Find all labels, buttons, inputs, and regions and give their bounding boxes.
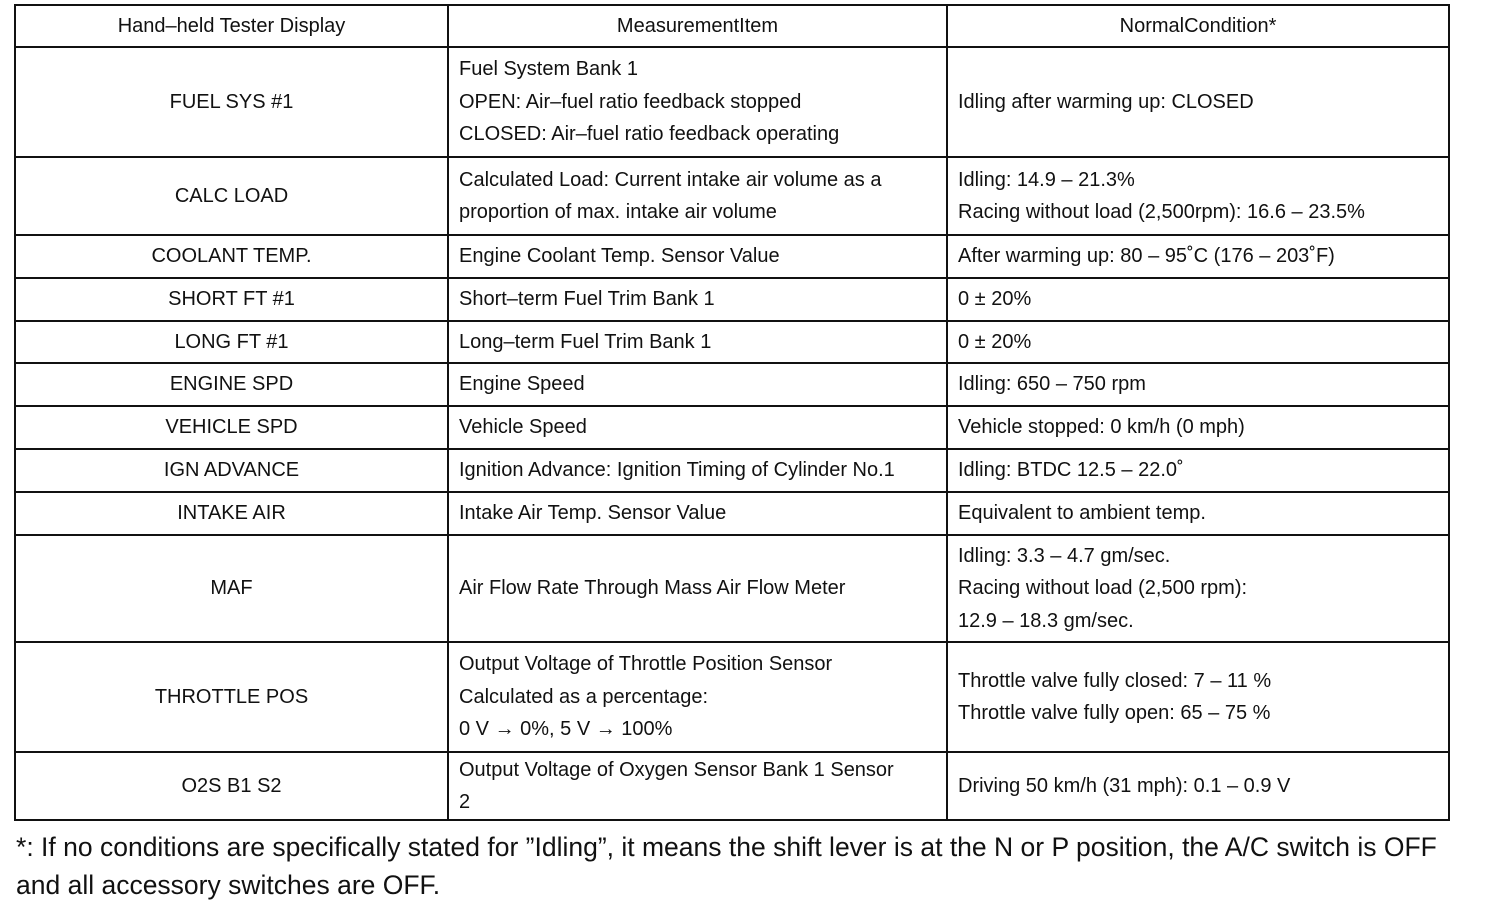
normal-condition-line: 12.9 – 18.3 gm/sec.: [958, 609, 1134, 632]
table-header-row: [15, 5, 1449, 47]
table-row: [15, 535, 1449, 642]
tester-display-cell: FUEL SYS #1: [15, 47, 448, 157]
table-body: [15, 47, 1449, 820]
normal-condition-cell: [947, 535, 1449, 642]
normal-condition-line: Idling: 650 – 750 rpm: [958, 373, 1146, 396]
measurement-item-cell: [448, 535, 947, 642]
normal-condition-cell: [947, 752, 1449, 820]
normal-condition-cell: [947, 157, 1449, 235]
footnote: *: If no conditions are specifically stated for ”Idling”, it means the shift lever is at the N or P position, the A/C switch is OFF and all accessory switches are OFF.: [16, 832, 1437, 900]
table-row: [15, 47, 1449, 157]
normal-condition-line: Racing without load (2,500rpm): 16.6 – 23.5%: [958, 201, 1365, 223]
table-row: [15, 363, 1449, 406]
tester-display-cell: THROTTLE POS: [15, 642, 448, 752]
header-measurement-item: MeasurementItem: [448, 5, 947, 47]
header-normal-condition: NormalCondition*: [947, 5, 1449, 47]
table-row: [15, 235, 1449, 278]
measurement-item-line: 2: [459, 791, 471, 813]
measurement-item-line: Long–term Fuel Trim Bank 1: [459, 330, 712, 353]
tester-display-cell: VEHICLE SPD: [15, 406, 448, 449]
measurement-item-line: Engine Coolant Temp. Sensor Value: [459, 245, 780, 268]
normal-condition-line: Idling: BTDC 12.5 – 22.0˚: [958, 459, 1184, 482]
normal-condition-cell: [947, 47, 1449, 157]
measurement-item-line: Output Voltage of Oxygen Sensor Bank 1 Sensor: [459, 758, 894, 781]
data-list-table: [14, 4, 1450, 821]
measurement-item-line: CLOSED: Air–fuel ratio feedback operating: [459, 123, 840, 146]
measurement-item-line: 0 V → 0%, 5 V → 100%: [459, 718, 673, 741]
table-row: [15, 321, 1449, 363]
normal-condition-cell: [947, 449, 1449, 492]
measurement-item-cell: [448, 752, 947, 820]
measurement-item-line: Calculated as a percentage:: [459, 685, 709, 708]
measurement-item-line: Vehicle Speed: [459, 416, 587, 439]
table-row: [15, 278, 1449, 321]
normal-condition-cell: [947, 235, 1449, 278]
normal-condition-cell: [947, 492, 1449, 535]
tester-display-cell: CALC LOAD: [15, 157, 448, 235]
header-tester-display: Hand–held Tester Display: [15, 5, 448, 47]
measurement-item-cell: [448, 47, 947, 157]
tester-display-cell: COOLANT TEMP.: [15, 235, 448, 278]
normal-condition-line: Idling: 14.9 – 21.3%: [958, 168, 1135, 191]
measurement-item-line: Output Voltage of Throttle Position Sensor: [459, 653, 833, 676]
measurement-item-cell: [448, 492, 947, 535]
measurement-item-cell: [448, 406, 947, 449]
tester-display-cell: SHORT FT #1: [15, 278, 448, 321]
normal-condition-line: 0 ± 20%: [958, 288, 1032, 311]
normal-condition-cell: [947, 363, 1449, 406]
measurement-item-cell: [448, 235, 947, 278]
normal-condition-line: Throttle valve fully open: 65 – 75 %: [958, 702, 1271, 724]
measurement-item-cell: [448, 363, 947, 406]
measurement-item-cell: [448, 449, 947, 492]
normal-condition-line: Throttle valve fully closed: 7 – 11 %: [958, 669, 1272, 692]
measurement-item-line: Fuel System Bank 1: [459, 58, 638, 81]
measurement-item-line: proportion of max. intake air volume: [459, 201, 777, 223]
table-row: [15, 406, 1449, 449]
normal-condition-cell: [947, 321, 1449, 363]
table-row: [15, 752, 1449, 820]
normal-condition-cell: [947, 642, 1449, 752]
normal-condition-cell: [947, 278, 1449, 321]
measurement-item-line: Calculated Load: Current intake air volume as a: [459, 168, 882, 191]
measurement-item-line: Engine Speed: [459, 373, 585, 396]
normal-condition-line: Equivalent to ambient temp.: [958, 502, 1206, 525]
tester-display-cell: ENGINE SPD: [15, 363, 448, 406]
normal-condition-line: Idling: 3.3 – 4.7 gm/sec.: [958, 544, 1171, 567]
measurement-item-line: Air Flow Rate Through Mass Air Flow Meter: [459, 577, 846, 600]
normal-condition-line: Idling after warming up: CLOSED: [958, 90, 1254, 113]
normal-condition-line: Vehicle stopped: 0 km/h (0 mph): [958, 416, 1245, 439]
table-row: [15, 642, 1449, 752]
measurement-item-cell: [448, 157, 947, 235]
tester-display-cell: LONG FT #1: [15, 321, 448, 363]
normal-condition-line: 0 ± 20%: [958, 330, 1032, 353]
table-row: [15, 449, 1449, 492]
tester-display-cell: IGN ADVANCE: [15, 449, 448, 492]
tester-display-cell: MAF: [15, 535, 448, 642]
normal-condition-line: Driving 50 km/h (31 mph): 0.1 – 0.9 V: [958, 774, 1291, 797]
measurement-item-cell: [448, 642, 947, 752]
table-row: [15, 157, 1449, 235]
normal-condition-cell: [947, 406, 1449, 449]
measurement-item-cell: [448, 321, 947, 363]
normal-condition-line: Racing without load (2,500 rpm):: [958, 577, 1248, 600]
measurement-item-line: Short–term Fuel Trim Bank 1: [459, 288, 715, 311]
tester-display-cell: INTAKE AIR: [15, 492, 448, 535]
measurement-item-line: Ignition Advance: Ignition Timing of Cylinder No.1: [459, 459, 895, 482]
normal-condition-line: After warming up: 80 – 95˚C (176 – 203˚F): [958, 245, 1335, 268]
measurement-item-cell: [448, 278, 947, 321]
table-row: [15, 492, 1449, 535]
tester-display-cell: O2S B1 S2: [15, 752, 448, 820]
measurement-item-line: OPEN: Air–fuel ratio feedback stopped: [459, 90, 802, 113]
measurement-item-line: Intake Air Temp. Sensor Value: [459, 502, 727, 525]
